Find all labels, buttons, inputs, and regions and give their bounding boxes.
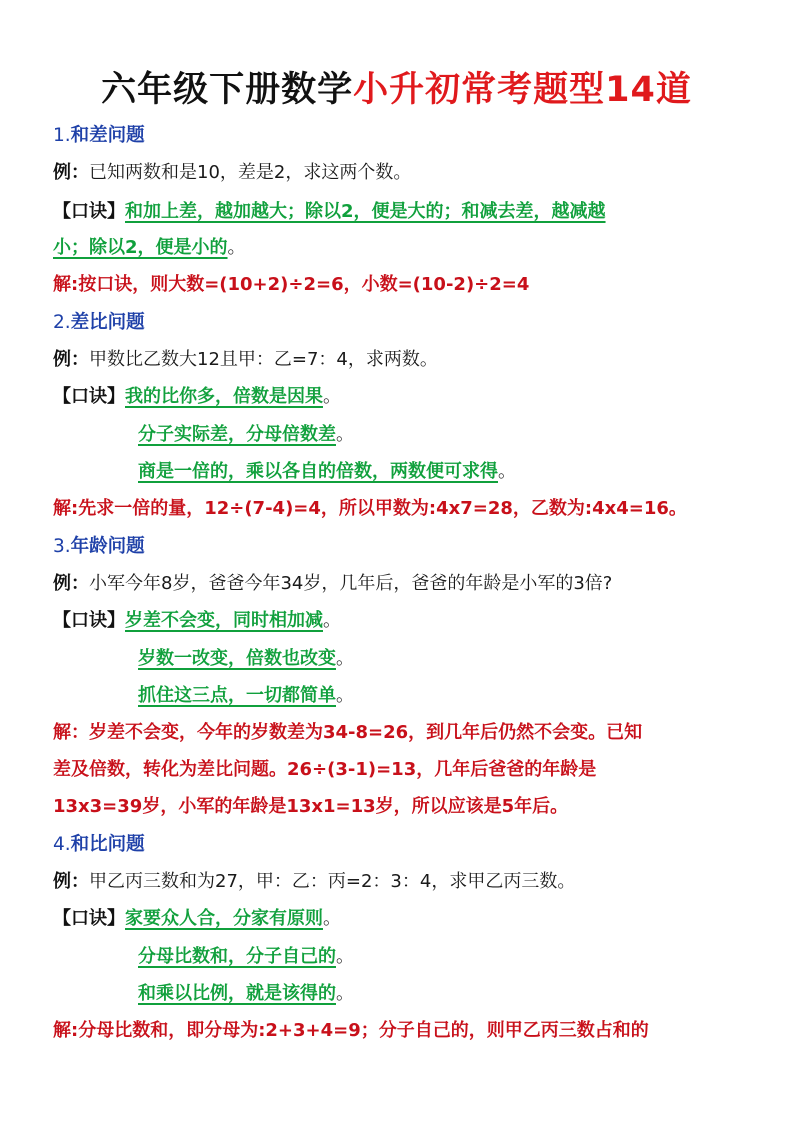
rhyme-end: 。: [227, 237, 246, 258]
section-number: 1.: [53, 125, 71, 146]
rhyme-text: 分母比数和，分子自己的: [138, 946, 336, 967]
section-name: 和比问题: [70, 834, 145, 855]
rhyme-text: 家要众人合，分家有原则: [125, 908, 323, 929]
rhyme-line: [53, 385, 341, 409]
solution-line: 解:按口诀，则大数=(10+2)÷2=6，小数=(10-2)÷2=4: [53, 274, 530, 295]
rhyme-text: 我的比你多，倍数是因果: [125, 386, 323, 407]
example-label: 例：: [53, 871, 89, 892]
section-heading: [53, 124, 145, 148]
title-part1: 六年级下册数学: [101, 70, 354, 110]
solution-line: 差及倍数，转化为差比问题。26÷(3-1)=13，几年后爸爸的年龄是: [53, 759, 597, 780]
rhyme-line: [53, 907, 341, 931]
rhyme-line: [138, 982, 354, 1006]
rhyme-text: 小；除以2，便是小的: [53, 237, 228, 258]
rhyme-line: [138, 647, 354, 671]
title-part2: 小升初常考题型14道: [353, 70, 692, 110]
rhyme-line: [138, 945, 354, 969]
section-heading: [53, 535, 145, 559]
solution-line: 解:先求一倍的量，12÷(7-4)=4，所以甲数为:4x7=28，乙数为:4x4=16。: [53, 498, 687, 519]
section-name: 和差问题: [70, 125, 145, 146]
rhyme-end: 。: [323, 386, 341, 407]
rhyme-line: [53, 236, 246, 260]
section-name: 年龄问题: [70, 536, 145, 557]
solution-line: 解：岁差不会变，今年的岁数差为34-8=26，到几年后仍然不会变。已知: [53, 722, 643, 743]
rhyme-end: 。: [336, 424, 354, 445]
rhyme-label: 【口诀】: [53, 201, 125, 222]
solution-line: 解:分母比数和，即分母为:2+3+4=9；分子自己的，则甲乙丙三数占和的: [53, 1020, 649, 1041]
rhyme-end: 。: [336, 983, 354, 1004]
example-label: 例：: [53, 573, 89, 594]
section-name: 差比问题: [70, 312, 145, 333]
rhyme-text: 抓住这三点，一切都简单: [138, 685, 336, 706]
example-label: 例：: [53, 349, 89, 370]
rhyme-line: [138, 423, 354, 447]
rhyme-text: 商是一倍的，乘以各自的倍数，两数便可求得: [138, 461, 498, 482]
rhyme-end: 。: [336, 648, 354, 669]
rhyme-line: [138, 684, 354, 708]
section-heading: [53, 833, 145, 857]
solution-line: 13x3=39岁，小军的年龄是13x1=13岁，所以应该是5年后。: [53, 796, 569, 817]
section-number: 2.: [53, 312, 71, 333]
example-text: 小军今年8岁，爸爸今年34岁，几年后，爸爸的年龄是小军的3倍?: [89, 573, 613, 594]
rhyme-text: 岁差不会变，同时相加减: [125, 610, 323, 631]
example-label: 例：: [53, 162, 89, 183]
rhyme-text: 和加上差，越加越大；除以2，便是大的；和减去差，越减越: [125, 201, 606, 222]
example-text: 已知两数和是10，差是2，求这两个数。: [89, 162, 412, 183]
section-number: 3.: [53, 536, 71, 557]
section-heading: [53, 311, 145, 335]
rhyme-line: [53, 609, 341, 633]
rhyme-end: 。: [336, 685, 354, 706]
page-title: [0, 62, 793, 112]
rhyme-label: 【口诀】: [53, 386, 125, 407]
example-text: 甲数比乙数大12且甲：乙=7：4，求两数。: [89, 349, 438, 370]
rhyme-line: [53, 200, 606, 224]
rhyme-text: 分子实际差，分母倍数差: [138, 424, 336, 445]
rhyme-text: 和乘以比例，就是该得的: [138, 983, 336, 1004]
rhyme-end: 。: [498, 461, 516, 482]
example-line: [53, 870, 575, 894]
example-text: 甲乙丙三数和为27，甲：乙：丙=2：3：4，求甲乙丙三数。: [89, 871, 576, 892]
example-line: [53, 161, 411, 185]
rhyme-text: 岁数一改变，倍数也改变: [138, 648, 336, 669]
example-line: [53, 348, 438, 372]
rhyme-line: [138, 460, 516, 484]
section-number: 4.: [53, 834, 71, 855]
rhyme-label: 【口诀】: [53, 908, 125, 929]
rhyme-end: 。: [323, 908, 341, 929]
rhyme-end: 。: [323, 610, 341, 631]
example-line: [53, 572, 612, 596]
rhyme-end: 。: [336, 946, 354, 967]
rhyme-label: 【口诀】: [53, 610, 125, 631]
